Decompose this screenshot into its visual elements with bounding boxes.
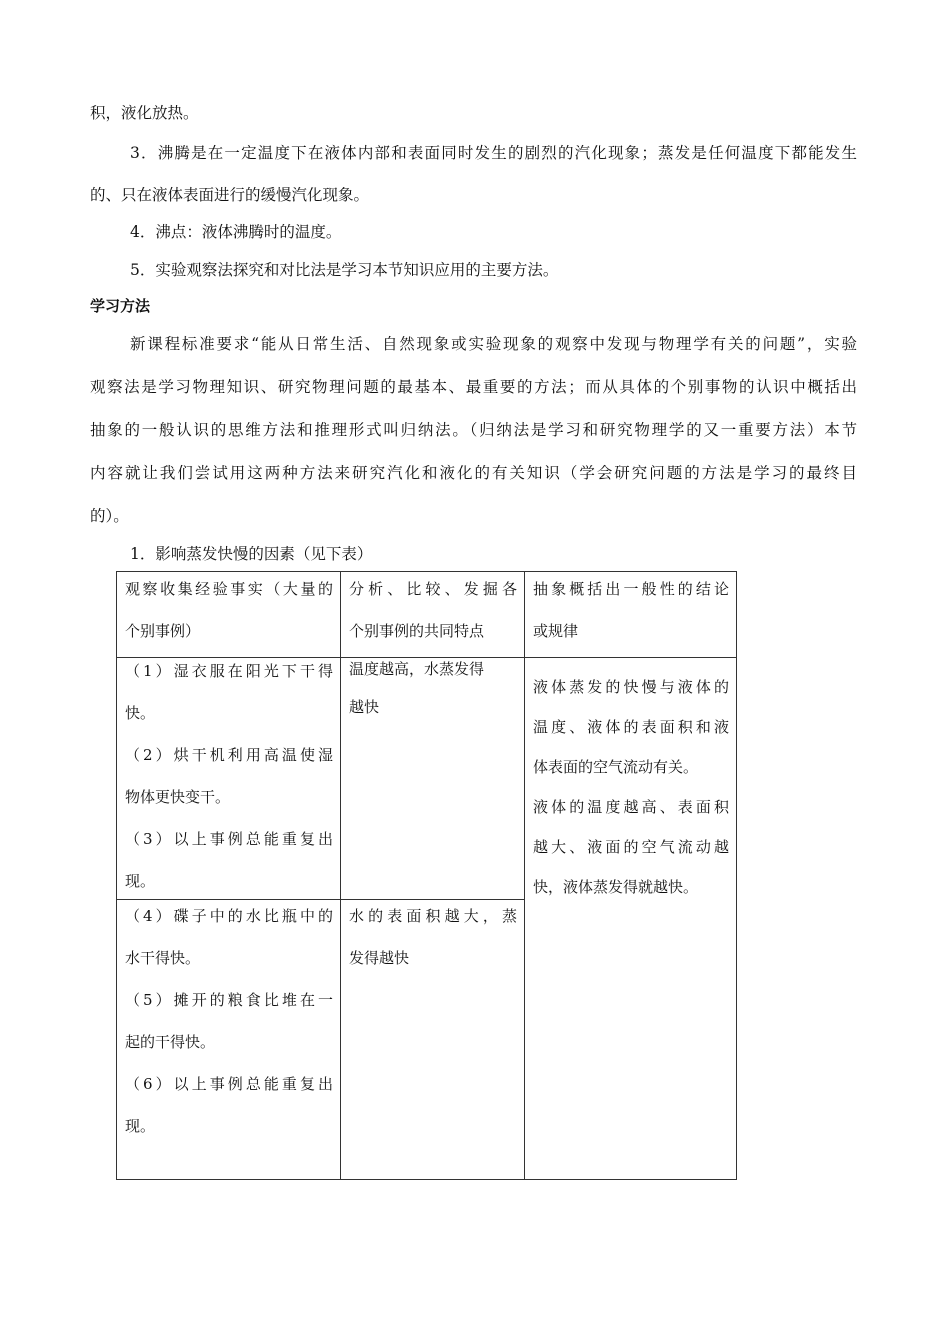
header-cell-conclusion: 抽象概括出一般性的结论 或规律 — [533, 580, 729, 640]
facts-group-1: （1）湿衣服在阳光下干得 快。 （2）烘干机利用高温使湿 物体更快变干。 （3）以上事例总能重复出 现。 — [125, 662, 333, 890]
table-caption: 1．影响蒸发快慢的因素（见下表） — [130, 545, 373, 563]
paragraph-3-line-2: 的、只在液体表面进行的缓慢汽化现象。 — [90, 186, 370, 204]
paragraph-5: 5．实验观察法探究和对比法是学习本节知识应用的主要方法。 — [130, 261, 559, 279]
method-line-4: 内容就让我们尝试用这两种方法来研究汽化和液化的有关知识（学会研究问题的方法是学习的最终目 — [90, 464, 857, 482]
facts-group-2: （4）碟子中的水比瓶中的 水干得快。 （5）摊开的粮食比堆在一 起的干得快。 （6）以上事例总能重复出 现。 — [125, 907, 333, 1135]
header-cell-facts: 观察收集经验事实（大量的 个别事例） — [125, 580, 333, 640]
paragraph-3-line-1: 3．沸腾是在一定温度下在液体内部和表面同时发生的剧烈的汽化现象；蒸发是任何温度下都能发生 — [130, 144, 857, 162]
evaporation-factors-table — [116, 571, 737, 1180]
method-line-5: 的）。 — [90, 507, 129, 525]
column-divider — [340, 572, 341, 1179]
paragraph-4: 4．沸点：液体沸腾时的温度。 — [130, 223, 342, 241]
paragraph-continuation: 积，液化放热。 — [90, 104, 199, 122]
method-line-3: 抽象的一般认识的思维方法和推理形式叫归纳法。（归纳法是学习和研究物理学的又一重要方法）本节 — [90, 421, 857, 439]
column-divider — [524, 572, 525, 1179]
analysis-group-2: 水的表面积越大，蒸 发得越快 — [349, 907, 517, 967]
conclusion-cell: 液体蒸发的快慢与液体的 温度、液体的表面积和液 体表面的空气流动有关。 液体的温度越高、表面积 越大、液面的空气流动越 快，液体蒸发得就越快。 — [533, 678, 729, 896]
method-line-2: 观察法是学习物理知识、研究物理问题的最基本、最重要的方法；而从具体的个别事物的认识中概括出 — [90, 378, 857, 396]
analysis-group-1: 温度越高，水蒸发得 越快 — [349, 660, 485, 716]
header-cell-analysis: 分析、比较、发掘各 个别事例的共同特点 — [349, 580, 517, 640]
method-line-1: 新课程标准要求“能从日常生活、自然现象或实验现象的观察中发现与物理学有关的问题”，实验 — [130, 335, 857, 353]
section-heading: 学习方法 — [90, 297, 151, 315]
